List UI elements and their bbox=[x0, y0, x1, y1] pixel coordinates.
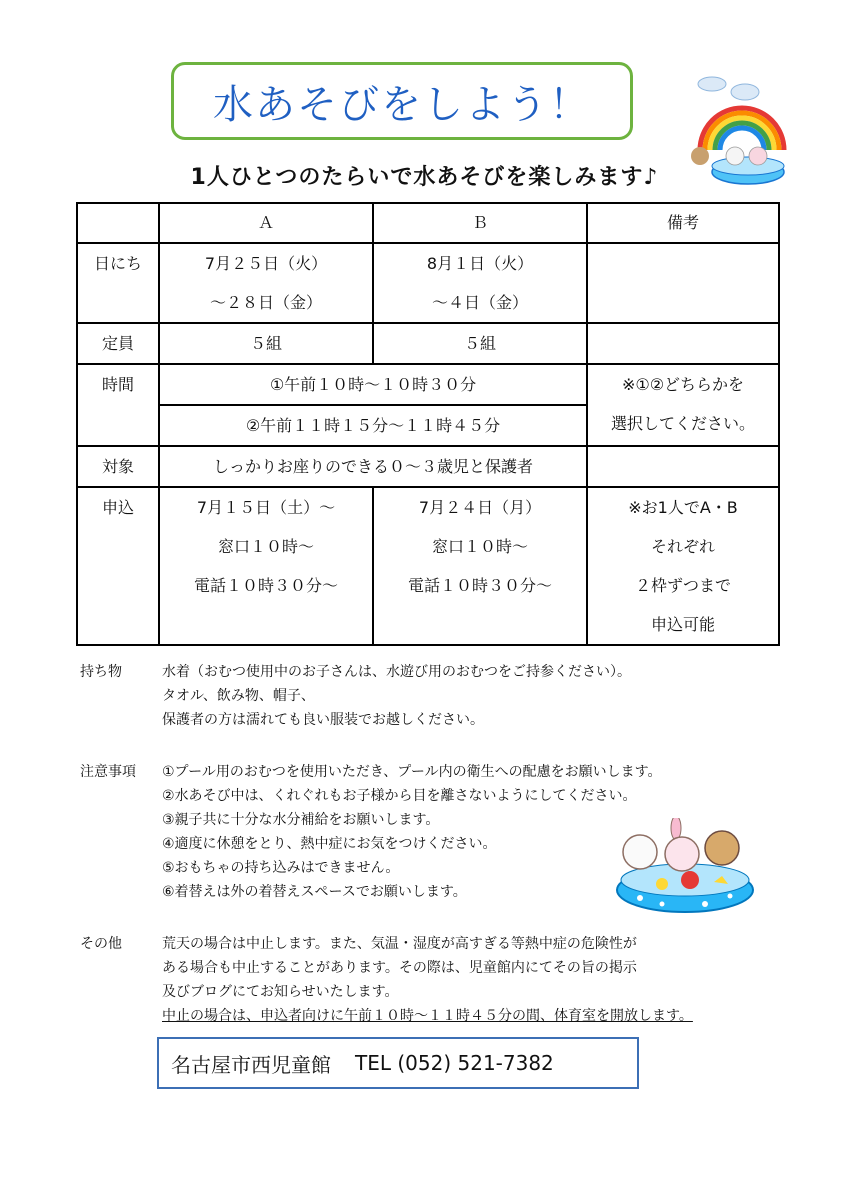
pool-animals-illustration bbox=[610, 818, 760, 918]
table-row-apply bbox=[77, 487, 779, 645]
capacity-note bbox=[587, 323, 779, 364]
notes-line: ②水あそび中は、くれぐれもお子様から目を離さないようにしてください。 bbox=[162, 788, 637, 804]
belongings-label: 持ち物 bbox=[80, 664, 122, 680]
contact-box bbox=[157, 1037, 639, 1089]
apply-b-line1: 7月２４日（月） bbox=[418, 498, 542, 517]
other-line: 及びブログにてお知らせいたします。 bbox=[162, 984, 399, 1000]
date-b bbox=[373, 243, 587, 323]
notes-line: ⑥着替えは外の着替えスペースでお願いします。 bbox=[162, 884, 467, 900]
target-value: しっかりお座りのできる０～３歳児と保護者 bbox=[159, 446, 587, 487]
capacity-label: 定員 bbox=[77, 323, 159, 364]
apply-note-line3: ２枠ずつまで bbox=[634, 576, 731, 595]
capacity-b: ５組 bbox=[373, 323, 587, 364]
apply-a-line2: 窓口１０時～ bbox=[217, 537, 314, 556]
other-label: その他 bbox=[80, 936, 122, 952]
other-line: 荒天の場合は中止します。また、気温・湿度が高すぎる等熱中症の危険性が bbox=[162, 936, 637, 952]
notes-line: ①プール用のおむつを使用いただき、プール内の衛生への配慮をお願いします。 bbox=[162, 764, 662, 780]
title-box bbox=[171, 62, 633, 140]
target-note bbox=[587, 446, 779, 487]
apply-b bbox=[373, 487, 587, 645]
apply-note-line1: ※お1人でA・B bbox=[628, 498, 738, 517]
target-label: 対象 bbox=[77, 446, 159, 487]
time-label: 時間 bbox=[77, 364, 159, 446]
belongings-line: 保護者の方は濡れても良い服装でお越しください。 bbox=[162, 712, 484, 728]
date-a-line2: ～２８日（金） bbox=[209, 293, 322, 312]
time-note-line1: ※①②どちらかを bbox=[621, 375, 745, 394]
table-row-capacity bbox=[77, 323, 779, 364]
notes-line: ③親子共に十分な水分補給をお願いします。 bbox=[162, 812, 440, 828]
date-b-line2: ～４日（金） bbox=[431, 293, 528, 312]
apply-note-line2: それぞれ bbox=[650, 537, 715, 556]
subtitle: 1人ひとつのたらいで水あそびを楽しみます♪ bbox=[190, 165, 659, 190]
apply-b-line2: 窓口１０時～ bbox=[431, 537, 528, 556]
table-row-date bbox=[77, 243, 779, 323]
apply-a bbox=[159, 487, 373, 645]
date-b-line1: 8月１日（火） bbox=[426, 254, 534, 273]
table-row-target bbox=[77, 446, 779, 487]
table-header-b: Ｂ bbox=[373, 203, 587, 243]
apply-b-line3: 電話１０時３０分～ bbox=[407, 576, 552, 595]
belongings-line: 水着（おむつ使用中のお子さんは、水遊び用のおむつをご持参ください）。 bbox=[162, 664, 631, 680]
notes-line: ⑤おもちゃの持ち込みはできません。 bbox=[162, 860, 400, 876]
table-header-row bbox=[77, 203, 779, 243]
page-title: 水あそびをしよう！ bbox=[213, 81, 591, 128]
table-row-time-1 bbox=[77, 364, 779, 405]
time-note-line2: 選択してください。 bbox=[610, 414, 755, 433]
schedule-table bbox=[76, 202, 780, 646]
date-note bbox=[587, 243, 779, 323]
apply-a-line3: 電話１０時３０分～ bbox=[193, 576, 338, 595]
time-option-1: ①午前１０時～１０時３０分 bbox=[159, 364, 587, 405]
belongings-line: タオル、飲み物、帽子、 bbox=[162, 688, 315, 704]
other-body bbox=[162, 932, 802, 1028]
phone-number: TEL (052) 521-7382 bbox=[355, 1051, 554, 1075]
table-header-note: 備考 bbox=[587, 203, 779, 243]
apply-note-line4: 申込可能 bbox=[650, 615, 715, 634]
other-underlined-line: 中止の場合は、申込者向けに午前１０時～１１時４５分の間、体育室を開放します。 bbox=[162, 1008, 693, 1024]
apply-label: 申込 bbox=[77, 487, 159, 645]
apply-a-line1: 7月１５日（土）～ bbox=[196, 498, 336, 517]
date-label: 日にち bbox=[77, 243, 159, 323]
date-a bbox=[159, 243, 373, 323]
other-line: ある場合も中止することがあります。その際は、児童館内にてその旨の掲示 bbox=[162, 960, 637, 976]
time-note bbox=[587, 364, 779, 446]
capacity-a: ５組 bbox=[159, 323, 373, 364]
notes-line: ④適度に休憩をとり、熱中症にお気をつけください。 bbox=[162, 836, 497, 852]
table-header-a: Ａ bbox=[159, 203, 373, 243]
apply-note bbox=[587, 487, 779, 645]
time-option-2: ②午前１１時１５分～１１時４５分 bbox=[159, 405, 587, 446]
facility-name: 名古屋市西児童館 bbox=[171, 1052, 331, 1077]
date-a-line1: 7月２５日（火） bbox=[204, 254, 328, 273]
table-header-empty bbox=[77, 203, 159, 243]
notes-label: 注意事項 bbox=[80, 764, 136, 780]
belongings-body bbox=[162, 660, 802, 732]
